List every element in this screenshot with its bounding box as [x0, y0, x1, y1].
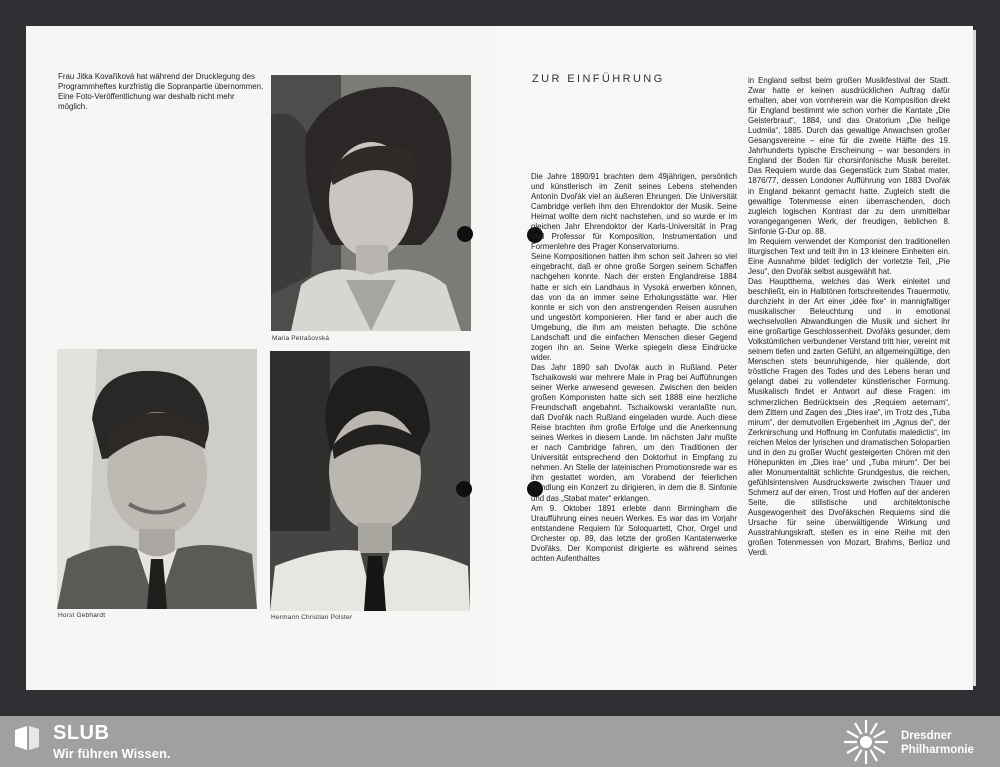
punch-hole: [457, 226, 473, 242]
caption-hermann-christian-polster: Hermann Christian Polster: [271, 614, 353, 621]
photo-horst-gebhardt: [57, 349, 257, 609]
dresdner-philharmonie-logo-icon: [842, 718, 890, 766]
photo-hermann-christian-polster: [270, 351, 470, 611]
caption-horst-gebhardt: Horst Gebhardt: [58, 612, 106, 619]
punch-hole: [456, 481, 472, 497]
soprano-notice: Frau Jitka Kovaříková hat während der Drucklegung des Programmheftes kurzfristig die Sopranpartie übernommen. Eine Foto-Veröffentlichung war deshalb nicht mehr möglich.: [58, 72, 264, 111]
caption-maria-petrasovska: Maria Petrašovská: [272, 335, 330, 342]
paragraph: Seine Kompositionen hatten ihm schon seit Jahren so viel eingebracht, daß er ohne große Sorgen seinem Schaffen nachgehen konnte. Nach der ersten Englandreise 1884 hatte er sich ein Landhaus in Vysoká erwerben können, das von da an immer seine Erholungsstätte war. Hier konnte er sich von den anstrengenden Reisen ausruhen und ungestört komponieren. Hier fand er aber auch die Umgebung, die ihm am meisten behagte. Die schöne Landschaft und die einfachen Menschen dieser Gegend zogen ihn an. Seine Werke spiegeln diese Eindrücke wider.: [531, 252, 737, 362]
paragraph: Die Jahre 1890/91 brachten dem 49jährigen, persönlich und künstlerisch im Zenit seines Lebens stehenden Antonín Dvořák viel an äußeren Ehrungen. Die Universität Cambridge verlieh ihm den Ehrendoktor der Musik. Seine Heimat wollte dem nicht nachstehen, und so wurde er im gleichen Jahr Ehrendoktor der Karls-Universität in Prag und Professor für Komposition, Instrumentation und Formenlehre des Prager Konservatoriums.: [531, 172, 737, 252]
paragraph: Das Hauptthema, welches das Werk einleitet und beschließt, ein in Halbtönen fortschreitendes Trauermotiv, durchzieht in der Art einer „idée fixe“ in mannigfaltiger musikalischer Beleuchtung und in emotional wechselvollen Abwandlungen die Musik und sichert ihr eine großartige Geschlossenheit. Dvořáks gesunder, dem Volkstümlichen verbundener Verstand tritt hier, vereint mit seinem tiefen und zarten Gefühl, an allgemeingültige, den Menschen stets beunruhigende, hier quälende, dort tröstliche Fragen des Todes und des Lebens heran und gelangt dabei zu vollendeter künstlerischer Formung. Musikalisch findet er Antwort auf diese Fragen: im schmerzlichen Bedrücktsein des „Requiem aeternam“, dem Zittern und Zagen des „Dies irae“, im Trotz des „Tuba mirum“, der demutvollen Ergebenheit im „Agnus dei“, der Zerknirschung und Hoffnung im Confutatis maledictis“, im reichen Melos der lyrischen und dramatischen Solopartien und in den zu großer Wucht gesteigerten Chören mit den Höhepunkten im „Dies irae“ und „Tuba mirum“. Der bei aller Monumentalität schlichte Grundgestus, die reichen, gefühlsintensiven Ausdruckswerte zwischen Trauer und Schmerz auf der einen, Trost und Hoffen auf der anderen Seite, die stilistische und architektonische Ausgewogenheit des Dvořákschen Requiems sind die Ursache für seine überwältigende Wirkung und Ausstrahlungskraft, stellen es in eine Reihe mit den großen Totenmessen von Mozart, Brahms, Berlioz und Verdi.: [748, 276, 950, 558]
paragraph: Im Requiem verwendet der Komponist den traditionellen liturgischen Text und teilt ihn in 13 kleinere Einheiten ein. Eine Ausnahme bildet lediglich der vorletzte Teil, „Pie Jesu“, den Dvořák selbst ausgewählt hat.: [748, 236, 950, 276]
section-heading: ZUR EINFÜHRUNG: [532, 73, 665, 85]
slub-name: SLUB: [53, 722, 110, 744]
paragraph: Das Jahr 1890 sah Dvořák auch in Rußland. Peter Tschaikowski war mehrere Male in Prag bei Aufführungen seiner Werke anwesend gewesen. Zwischen den beiden großen Komponisten hatte sich seit 1888 eine herzliche Freundschaft angebahnt. Tschaikowski veranlaßte nun, daß Dvořák nach Rußland eingeladen wurde. Auch diese Reise brachten ihm große Erfolge und die Anerkennung seines Werkes in diesem Lande. Im nächsten Jahr mußte er nach Cambridge fahren, um den Traditionen der Universität entsprechend den Doktorhut in Empfang zu nehmen. An Stelle der lateinischen Promotionsrede war es ihm gestattet worden, am Vorabend der feierlichen Handlung ein Konzert zu dirigieren, in dem die 8. Sinfonie und das „Stabat mater“ erklangen.: [531, 362, 737, 503]
phil-name-line-2: Philharmonie: [901, 744, 974, 756]
phil-name-line-1: Dresdner: [901, 730, 952, 742]
page-edge: [973, 30, 976, 686]
photo-maria-petrasovska: [271, 75, 471, 331]
slub-tagline: Wir führen Wissen.: [53, 746, 171, 761]
text-column-2: [748, 76, 950, 558]
dresdner-philharmonie-name: [901, 729, 974, 757]
paragraph: Am 9. Oktober 1891 erlebte dann Birmingham die Uraufführung eines neuen Werkes. Es war das im Vorjahr entstandene Requiem für Soloquartett, Chor, Orgel und Orchester op. 89, das letzte der großen Kantatenwerke Dvořáks. Der Komponist dirigierte es während seines achten Aufenthaltes: [531, 503, 737, 563]
text-column-1: [531, 172, 737, 564]
slub-logo-icon: [13, 724, 41, 752]
paragraph: in England selbst beim großen Musikfestival der Stadt. Zwar hatte er keinen ausdrücklichen Auftrag dafür erhalten, aber von vornherein war die Komposition direkt für England bestimmt wie schon vorher die Kantate „Die Geisterbraut“, 1884, und das Oratorium „Die heilige Ludmila“, 1885. Durch das gewaltige Anwachsen großer Gesangsvereine – eine für die zweite Hälfte des 19. Jahrhunderts typische Erscheinung – war besonders in England der Boden für chorsinfonische Musik bereitet. Das Requiem wurde das Gegenstück zum Stabat mater, 1876/77, dessen Londoner Aufführung von 1883 Dvořák in England bekannt gemacht hatte. Zugleich stellt die gewaltige Totenmesse einen überraschenden, doch zugleich logischen Kontrast dar zu dem unmittelbar vorangegangenen Werk, der freudigen, lieblichen 8. Sinfonie G-Dur op. 88.: [748, 76, 950, 236]
